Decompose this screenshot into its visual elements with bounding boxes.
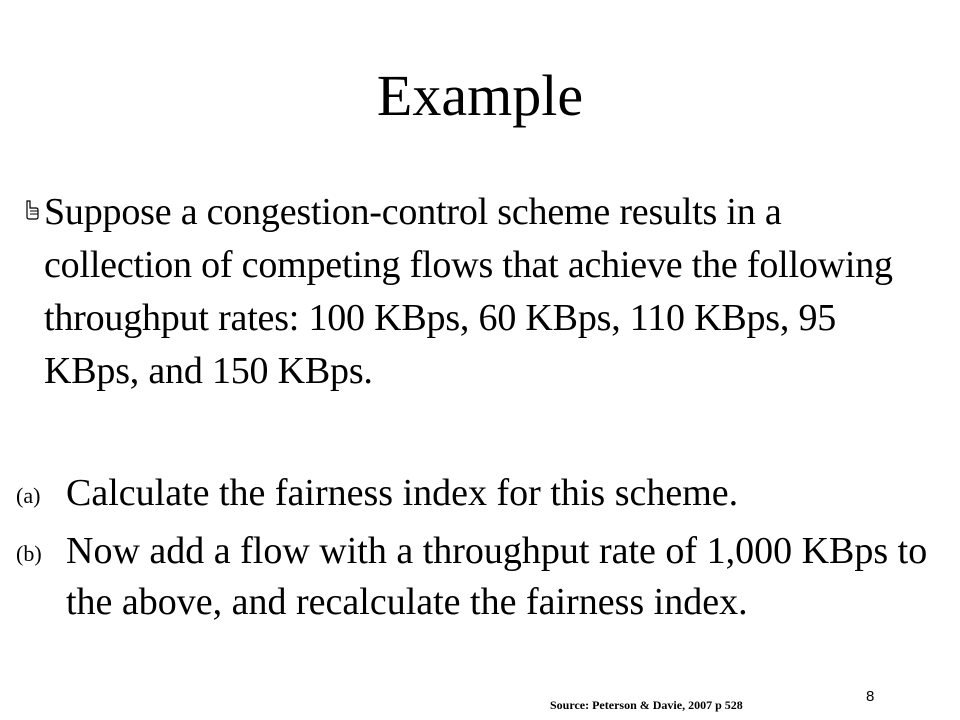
item-marker-b: (b) xyxy=(16,541,42,566)
bullet-text: Suppose a congestion-control scheme results in a collection of competing flows that achieve the following throughput rates: 100 KBps, 60 KBps, 110 KBps, 95 KBps, and 150 KBps. xyxy=(44,191,893,392)
bullet-item xyxy=(24,186,934,398)
list-item-b xyxy=(0,526,930,628)
item-text-a: Calculate the fairness index for this scheme. xyxy=(66,472,739,514)
pointing-hand-icon xyxy=(24,200,40,220)
list-item-a xyxy=(0,468,930,519)
page-number: 8 xyxy=(866,688,875,705)
item-marker-a: (a) xyxy=(16,483,41,508)
source-citation: Source: Peterson & Davie, 2007 p 528 xyxy=(550,698,743,712)
slide-title: Example xyxy=(376,63,584,128)
item-text-b: Now add a flow with a throughput rate of 1,000 KBps to the above, and recalculate the fairness index. xyxy=(66,530,928,623)
